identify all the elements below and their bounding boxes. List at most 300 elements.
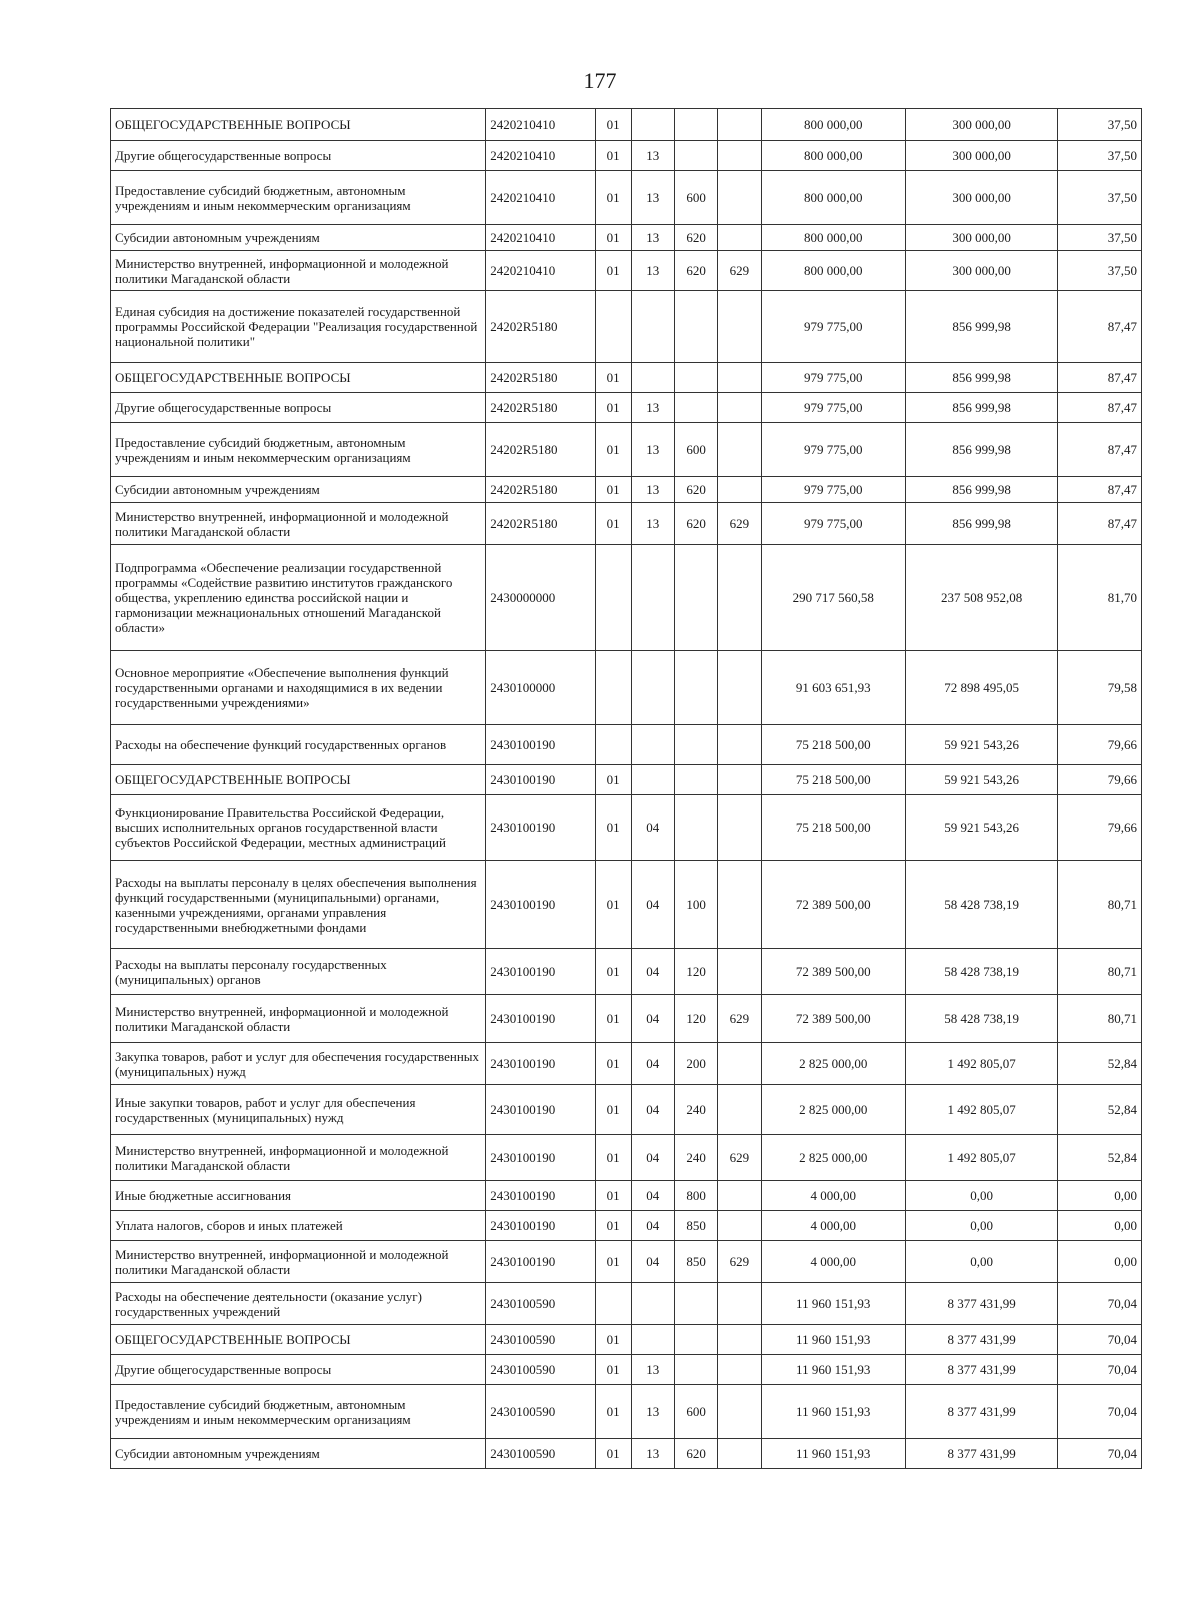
cell-expense-type xyxy=(674,141,717,171)
cell-section: 01 xyxy=(595,949,631,995)
cell-target-code: 24202R5180 xyxy=(486,393,595,423)
cell-name: Министерство внутренней, информационной и молодежной политики Магаданской области xyxy=(111,503,486,545)
cell-planned-amount: 72 389 500,00 xyxy=(761,949,905,995)
cell-subsection: 04 xyxy=(631,949,674,995)
cell-actual-amount: 856 999,98 xyxy=(905,503,1058,545)
cell-subsection xyxy=(631,363,674,393)
table-row xyxy=(111,995,1142,1043)
cell-planned-amount: 2 825 000,00 xyxy=(761,1043,905,1085)
table-row xyxy=(111,291,1142,363)
cell-subsection: 04 xyxy=(631,861,674,949)
table-row xyxy=(111,225,1142,251)
cell-administrator xyxy=(718,651,761,725)
cell-name: Предоставление субсидий бюджетным, автономным учреждениям и иным некоммерческим организациям xyxy=(111,171,486,225)
cell-execution-percent: 70,04 xyxy=(1058,1325,1142,1355)
cell-name: Основное мероприятие «Обеспечение выполнения функций государственными органами и находящимися в их ведении государственными учреждениями» xyxy=(111,651,486,725)
cell-target-code: 2420210410 xyxy=(486,171,595,225)
cell-execution-percent: 87,47 xyxy=(1058,393,1142,423)
cell-section: 01 xyxy=(595,1181,631,1211)
cell-subsection: 13 xyxy=(631,1439,674,1469)
cell-subsection xyxy=(631,1283,674,1325)
cell-administrator: 629 xyxy=(718,995,761,1043)
cell-target-code: 2430000000 xyxy=(486,545,595,651)
table-row xyxy=(111,1385,1142,1439)
cell-subsection xyxy=(631,545,674,651)
cell-actual-amount: 8 377 431,99 xyxy=(905,1355,1058,1385)
cell-expense-type: 620 xyxy=(674,477,717,503)
table-row xyxy=(111,1439,1142,1469)
table-row xyxy=(111,1135,1142,1181)
cell-planned-amount: 979 775,00 xyxy=(761,503,905,545)
cell-execution-percent: 87,47 xyxy=(1058,503,1142,545)
cell-section: 01 xyxy=(595,1211,631,1241)
cell-section: 01 xyxy=(595,861,631,949)
cell-target-code: 2420210410 xyxy=(486,225,595,251)
cell-actual-amount: 0,00 xyxy=(905,1211,1058,1241)
cell-execution-percent: 87,47 xyxy=(1058,291,1142,363)
table-row xyxy=(111,1241,1142,1283)
cell-execution-percent: 70,04 xyxy=(1058,1439,1142,1469)
cell-name: Единая субсидия на достижение показателей государственной программы Российской Федерации "Реализация государственной национальной политики" xyxy=(111,291,486,363)
cell-administrator xyxy=(718,1439,761,1469)
table-row xyxy=(111,109,1142,141)
cell-subsection xyxy=(631,725,674,765)
cell-name: Другие общегосударственные вопросы xyxy=(111,141,486,171)
cell-administrator xyxy=(718,171,761,225)
cell-section: 01 xyxy=(595,1085,631,1135)
cell-administrator: 629 xyxy=(718,1241,761,1283)
table-row xyxy=(111,1283,1142,1325)
cell-expense-type xyxy=(674,109,717,141)
cell-administrator: 629 xyxy=(718,1135,761,1181)
cell-section xyxy=(595,725,631,765)
cell-expense-type: 850 xyxy=(674,1211,717,1241)
cell-execution-percent: 0,00 xyxy=(1058,1211,1142,1241)
cell-planned-amount: 75 218 500,00 xyxy=(761,765,905,795)
cell-actual-amount: 300 000,00 xyxy=(905,141,1058,171)
cell-subsection: 04 xyxy=(631,1135,674,1181)
cell-section: 01 xyxy=(595,477,631,503)
cell-name: ОБЩЕГОСУДАРСТВЕННЫЕ ВОПРОСЫ xyxy=(111,765,486,795)
table-row xyxy=(111,477,1142,503)
table-row xyxy=(111,251,1142,291)
cell-target-code: 2420210410 xyxy=(486,251,595,291)
cell-execution-percent: 0,00 xyxy=(1058,1181,1142,1211)
table-row xyxy=(111,141,1142,171)
cell-expense-type: 100 xyxy=(674,861,717,949)
cell-execution-percent: 37,50 xyxy=(1058,251,1142,291)
budget-table xyxy=(110,108,1142,1469)
cell-subsection: 13 xyxy=(631,141,674,171)
cell-execution-percent: 87,47 xyxy=(1058,477,1142,503)
cell-actual-amount: 856 999,98 xyxy=(905,477,1058,503)
cell-execution-percent: 52,84 xyxy=(1058,1085,1142,1135)
cell-subsection: 04 xyxy=(631,1241,674,1283)
cell-name: Расходы на выплаты персоналу государственных (муниципальных) органов xyxy=(111,949,486,995)
cell-administrator xyxy=(718,1325,761,1355)
cell-target-code: 2430100190 xyxy=(486,861,595,949)
cell-section: 01 xyxy=(595,393,631,423)
cell-subsection: 13 xyxy=(631,251,674,291)
cell-administrator xyxy=(718,363,761,393)
cell-planned-amount: 11 960 151,93 xyxy=(761,1439,905,1469)
cell-subsection xyxy=(631,1325,674,1355)
cell-planned-amount: 11 960 151,93 xyxy=(761,1355,905,1385)
cell-target-code: 24202R5180 xyxy=(486,503,595,545)
cell-actual-amount: 59 921 543,26 xyxy=(905,725,1058,765)
cell-administrator: 629 xyxy=(718,503,761,545)
cell-administrator xyxy=(718,477,761,503)
table-row xyxy=(111,1355,1142,1385)
cell-planned-amount: 979 775,00 xyxy=(761,291,905,363)
cell-execution-percent: 80,71 xyxy=(1058,949,1142,995)
cell-actual-amount: 59 921 543,26 xyxy=(905,795,1058,861)
cell-planned-amount: 800 000,00 xyxy=(761,141,905,171)
cell-expense-type xyxy=(674,393,717,423)
cell-planned-amount: 4 000,00 xyxy=(761,1241,905,1283)
cell-planned-amount: 4 000,00 xyxy=(761,1181,905,1211)
cell-actual-amount: 0,00 xyxy=(905,1241,1058,1283)
cell-section: 01 xyxy=(595,1241,631,1283)
cell-subsection: 04 xyxy=(631,1043,674,1085)
cell-planned-amount: 2 825 000,00 xyxy=(761,1085,905,1135)
cell-planned-amount: 800 000,00 xyxy=(761,225,905,251)
cell-expense-type: 800 xyxy=(674,1181,717,1211)
cell-subsection: 04 xyxy=(631,1211,674,1241)
cell-target-code: 2430100190 xyxy=(486,1241,595,1283)
cell-expense-type: 600 xyxy=(674,423,717,477)
cell-administrator xyxy=(718,393,761,423)
cell-target-code: 2430100190 xyxy=(486,1135,595,1181)
cell-name: Министерство внутренней, информационной и молодежной политики Магаданской области xyxy=(111,1135,486,1181)
cell-expense-type xyxy=(674,545,717,651)
cell-planned-amount: 11 960 151,93 xyxy=(761,1385,905,1439)
cell-target-code: 24202R5180 xyxy=(486,477,595,503)
cell-target-code: 2430100190 xyxy=(486,1043,595,1085)
cell-section: 01 xyxy=(595,363,631,393)
cell-planned-amount: 72 389 500,00 xyxy=(761,861,905,949)
cell-expense-type: 620 xyxy=(674,503,717,545)
table-row xyxy=(111,949,1142,995)
cell-subsection xyxy=(631,651,674,725)
cell-subsection xyxy=(631,765,674,795)
cell-actual-amount: 58 428 738,19 xyxy=(905,995,1058,1043)
cell-name: Расходы на обеспечение деятельности (оказание услуг) государственных учреждений xyxy=(111,1283,486,1325)
cell-actual-amount: 1 492 805,07 xyxy=(905,1043,1058,1085)
cell-planned-amount: 72 389 500,00 xyxy=(761,995,905,1043)
cell-planned-amount: 979 775,00 xyxy=(761,477,905,503)
cell-administrator xyxy=(718,725,761,765)
cell-name: Иные закупки товаров, работ и услуг для обеспечения государственных (муниципальных) нужд xyxy=(111,1085,486,1135)
cell-administrator xyxy=(718,1085,761,1135)
cell-target-code: 24202R5180 xyxy=(486,363,595,393)
cell-target-code: 2420210410 xyxy=(486,109,595,141)
cell-execution-percent: 70,04 xyxy=(1058,1385,1142,1439)
table-row xyxy=(111,503,1142,545)
cell-section: 01 xyxy=(595,1355,631,1385)
cell-actual-amount: 58 428 738,19 xyxy=(905,949,1058,995)
cell-planned-amount: 2 825 000,00 xyxy=(761,1135,905,1181)
cell-name: Другие общегосударственные вопросы xyxy=(111,393,486,423)
cell-execution-percent: 80,71 xyxy=(1058,861,1142,949)
table-row xyxy=(111,393,1142,423)
cell-administrator: 629 xyxy=(718,251,761,291)
cell-planned-amount: 11 960 151,93 xyxy=(761,1283,905,1325)
cell-name: Закупка товаров, работ и услуг для обеспечения государственных (муниципальных) нужд xyxy=(111,1043,486,1085)
cell-subsection: 13 xyxy=(631,503,674,545)
cell-planned-amount: 75 218 500,00 xyxy=(761,795,905,861)
cell-execution-percent: 37,50 xyxy=(1058,109,1142,141)
cell-subsection: 13 xyxy=(631,1355,674,1385)
cell-expense-type xyxy=(674,1325,717,1355)
cell-subsection: 04 xyxy=(631,1181,674,1211)
cell-subsection: 13 xyxy=(631,225,674,251)
cell-target-code: 2430100590 xyxy=(486,1439,595,1469)
cell-name: Уплата налогов, сборов и иных платежей xyxy=(111,1211,486,1241)
cell-administrator xyxy=(718,545,761,651)
cell-actual-amount: 300 000,00 xyxy=(905,109,1058,141)
cell-section: 01 xyxy=(595,765,631,795)
cell-execution-percent: 79,66 xyxy=(1058,725,1142,765)
cell-target-code: 2430100190 xyxy=(486,725,595,765)
budget-table-body xyxy=(111,109,1142,1469)
cell-section: 01 xyxy=(595,1043,631,1085)
cell-execution-percent: 0,00 xyxy=(1058,1241,1142,1283)
cell-expense-type xyxy=(674,1355,717,1385)
page-number: 177 xyxy=(583,68,617,93)
cell-expense-type: 620 xyxy=(674,225,717,251)
cell-planned-amount: 4 000,00 xyxy=(761,1211,905,1241)
cell-execution-percent: 70,04 xyxy=(1058,1283,1142,1325)
cell-actual-amount: 1 492 805,07 xyxy=(905,1085,1058,1135)
cell-execution-percent: 52,84 xyxy=(1058,1043,1142,1085)
cell-actual-amount: 237 508 952,08 xyxy=(905,545,1058,651)
cell-expense-type: 850 xyxy=(674,1241,717,1283)
cell-expense-type: 240 xyxy=(674,1085,717,1135)
table-row xyxy=(111,725,1142,765)
cell-target-code: 2430100190 xyxy=(486,1211,595,1241)
cell-planned-amount: 979 775,00 xyxy=(761,393,905,423)
cell-section: 01 xyxy=(595,251,631,291)
cell-administrator xyxy=(718,795,761,861)
cell-execution-percent: 87,47 xyxy=(1058,423,1142,477)
cell-execution-percent: 87,47 xyxy=(1058,363,1142,393)
cell-subsection: 13 xyxy=(631,1385,674,1439)
cell-target-code: 2430100590 xyxy=(486,1355,595,1385)
cell-expense-type xyxy=(674,725,717,765)
cell-section: 01 xyxy=(595,995,631,1043)
cell-administrator xyxy=(718,1211,761,1241)
cell-subsection: 04 xyxy=(631,1085,674,1135)
cell-name: Субсидии автономным учреждениям xyxy=(111,477,486,503)
cell-actual-amount: 300 000,00 xyxy=(905,251,1058,291)
cell-execution-percent: 37,50 xyxy=(1058,225,1142,251)
cell-actual-amount: 1 492 805,07 xyxy=(905,1135,1058,1181)
cell-administrator xyxy=(718,765,761,795)
cell-section: 01 xyxy=(595,795,631,861)
cell-section: 01 xyxy=(595,1325,631,1355)
cell-administrator xyxy=(718,1043,761,1085)
cell-section: 01 xyxy=(595,1439,631,1469)
cell-name: Министерство внутренней, информационной и молодежной политики Магаданской области xyxy=(111,251,486,291)
cell-section xyxy=(595,291,631,363)
cell-section xyxy=(595,1283,631,1325)
table-row xyxy=(111,765,1142,795)
cell-section: 01 xyxy=(595,225,631,251)
cell-execution-percent: 37,50 xyxy=(1058,141,1142,171)
cell-actual-amount: 8 377 431,99 xyxy=(905,1325,1058,1355)
cell-expense-type: 200 xyxy=(674,1043,717,1085)
cell-planned-amount: 800 000,00 xyxy=(761,171,905,225)
cell-administrator xyxy=(718,291,761,363)
cell-section: 01 xyxy=(595,503,631,545)
cell-name: ОБЩЕГОСУДАРСТВЕННЫЕ ВОПРОСЫ xyxy=(111,109,486,141)
cell-name: Иные бюджетные ассигнования xyxy=(111,1181,486,1211)
cell-target-code: 2430100590 xyxy=(486,1385,595,1439)
cell-expense-type xyxy=(674,363,717,393)
cell-planned-amount: 290 717 560,58 xyxy=(761,545,905,651)
table-row xyxy=(111,1325,1142,1355)
cell-planned-amount: 800 000,00 xyxy=(761,251,905,291)
cell-subsection xyxy=(631,291,674,363)
cell-section: 01 xyxy=(595,423,631,477)
cell-expense-type xyxy=(674,765,717,795)
cell-actual-amount: 300 000,00 xyxy=(905,225,1058,251)
table-row xyxy=(111,651,1142,725)
cell-planned-amount: 91 603 651,93 xyxy=(761,651,905,725)
cell-subsection: 13 xyxy=(631,171,674,225)
cell-expense-type: 120 xyxy=(674,949,717,995)
cell-name: Субсидии автономным учреждениям xyxy=(111,1439,486,1469)
cell-expense-type: 600 xyxy=(674,171,717,225)
cell-expense-type xyxy=(674,795,717,861)
cell-planned-amount: 800 000,00 xyxy=(761,109,905,141)
cell-actual-amount: 856 999,98 xyxy=(905,393,1058,423)
cell-actual-amount: 856 999,98 xyxy=(905,423,1058,477)
cell-target-code: 24202R5180 xyxy=(486,423,595,477)
cell-administrator xyxy=(718,949,761,995)
table-row xyxy=(111,1043,1142,1085)
cell-section: 01 xyxy=(595,171,631,225)
cell-actual-amount: 856 999,98 xyxy=(905,363,1058,393)
cell-target-code: 2430100190 xyxy=(486,765,595,795)
cell-section xyxy=(595,651,631,725)
cell-target-code: 2430100190 xyxy=(486,795,595,861)
cell-section: 01 xyxy=(595,141,631,171)
cell-target-code: 24202R5180 xyxy=(486,291,595,363)
cell-section: 01 xyxy=(595,109,631,141)
cell-target-code: 2430100190 xyxy=(486,1085,595,1135)
table-row xyxy=(111,861,1142,949)
cell-name: Министерство внутренней, информационной и молодежной политики Магаданской области xyxy=(111,1241,486,1283)
cell-target-code: 2420210410 xyxy=(486,141,595,171)
cell-name: ОБЩЕГОСУДАРСТВЕННЫЕ ВОПРОСЫ xyxy=(111,1325,486,1355)
cell-administrator xyxy=(718,1385,761,1439)
cell-subsection: 04 xyxy=(631,995,674,1043)
cell-planned-amount: 11 960 151,93 xyxy=(761,1325,905,1355)
cell-actual-amount: 8 377 431,99 xyxy=(905,1385,1058,1439)
cell-actual-amount: 0,00 xyxy=(905,1181,1058,1211)
cell-actual-amount: 856 999,98 xyxy=(905,291,1058,363)
cell-execution-percent: 81,70 xyxy=(1058,545,1142,651)
cell-subsection xyxy=(631,109,674,141)
cell-target-code: 2430100590 xyxy=(486,1325,595,1355)
cell-planned-amount: 979 775,00 xyxy=(761,363,905,393)
cell-name: Субсидии автономным учреждениям xyxy=(111,225,486,251)
cell-name: ОБЩЕГОСУДАРСТВЕННЫЕ ВОПРОСЫ xyxy=(111,363,486,393)
table-row xyxy=(111,171,1142,225)
cell-subsection: 13 xyxy=(631,423,674,477)
cell-administrator xyxy=(718,225,761,251)
cell-administrator xyxy=(718,423,761,477)
cell-administrator xyxy=(718,1283,761,1325)
cell-execution-percent: 79,66 xyxy=(1058,795,1142,861)
table-row xyxy=(111,363,1142,393)
cell-target-code: 2430100190 xyxy=(486,995,595,1043)
cell-expense-type: 240 xyxy=(674,1135,717,1181)
cell-execution-percent: 80,71 xyxy=(1058,995,1142,1043)
cell-target-code: 2430100590 xyxy=(486,1283,595,1325)
cell-section xyxy=(595,545,631,651)
cell-actual-amount: 300 000,00 xyxy=(905,171,1058,225)
table-row xyxy=(111,545,1142,651)
cell-execution-percent: 79,66 xyxy=(1058,765,1142,795)
cell-target-code: 2430100000 xyxy=(486,651,595,725)
cell-name: Подпрограмма «Обеспечение реализации государственной программы «Содействие развитию институтов гражданского общества, укреплению единства российской нации и гармонизации межнациональных отношений Магаданской области» xyxy=(111,545,486,651)
cell-expense-type: 600 xyxy=(674,1385,717,1439)
cell-subsection: 13 xyxy=(631,477,674,503)
cell-name: Министерство внутренней, информационной и молодежной политики Магаданской области xyxy=(111,995,486,1043)
cell-expense-type: 620 xyxy=(674,251,717,291)
cell-actual-amount: 58 428 738,19 xyxy=(905,861,1058,949)
cell-administrator xyxy=(718,141,761,171)
table-row xyxy=(111,423,1142,477)
cell-name: Предоставление субсидий бюджетным, автономным учреждениям и иным некоммерческим организациям xyxy=(111,1385,486,1439)
cell-administrator xyxy=(718,109,761,141)
cell-expense-type: 120 xyxy=(674,995,717,1043)
cell-name: Расходы на выплаты персоналу в целях обеспечения выполнения функций государственными (муниципальными) органами, казенными учреждениями, органами управления государственными внебюджетными фондами xyxy=(111,861,486,949)
cell-execution-percent: 70,04 xyxy=(1058,1355,1142,1385)
cell-expense-type xyxy=(674,1283,717,1325)
table-row xyxy=(111,795,1142,861)
cell-execution-percent: 37,50 xyxy=(1058,171,1142,225)
table-row xyxy=(111,1181,1142,1211)
cell-subsection: 04 xyxy=(631,795,674,861)
cell-execution-percent: 79,58 xyxy=(1058,651,1142,725)
cell-expense-type xyxy=(674,651,717,725)
cell-target-code: 2430100190 xyxy=(486,1181,595,1211)
cell-planned-amount: 979 775,00 xyxy=(761,423,905,477)
cell-name: Функционирование Правительства Российской Федерации, высших исполнительных органов государственной власти субъектов Российской Федерации, местных администраций xyxy=(111,795,486,861)
table-row xyxy=(111,1211,1142,1241)
cell-expense-type: 620 xyxy=(674,1439,717,1469)
cell-name: Расходы на обеспечение функций государственных органов xyxy=(111,725,486,765)
cell-administrator xyxy=(718,1355,761,1385)
cell-administrator xyxy=(718,1181,761,1211)
cell-administrator xyxy=(718,861,761,949)
cell-planned-amount: 75 218 500,00 xyxy=(761,725,905,765)
cell-expense-type xyxy=(674,291,717,363)
cell-section: 01 xyxy=(595,1385,631,1439)
cell-target-code: 2430100190 xyxy=(486,949,595,995)
cell-actual-amount: 59 921 543,26 xyxy=(905,765,1058,795)
cell-name: Другие общегосударственные вопросы xyxy=(111,1355,486,1385)
cell-section: 01 xyxy=(595,1135,631,1181)
cell-actual-amount: 8 377 431,99 xyxy=(905,1283,1058,1325)
cell-subsection: 13 xyxy=(631,393,674,423)
cell-execution-percent: 52,84 xyxy=(1058,1135,1142,1181)
cell-actual-amount: 8 377 431,99 xyxy=(905,1439,1058,1469)
